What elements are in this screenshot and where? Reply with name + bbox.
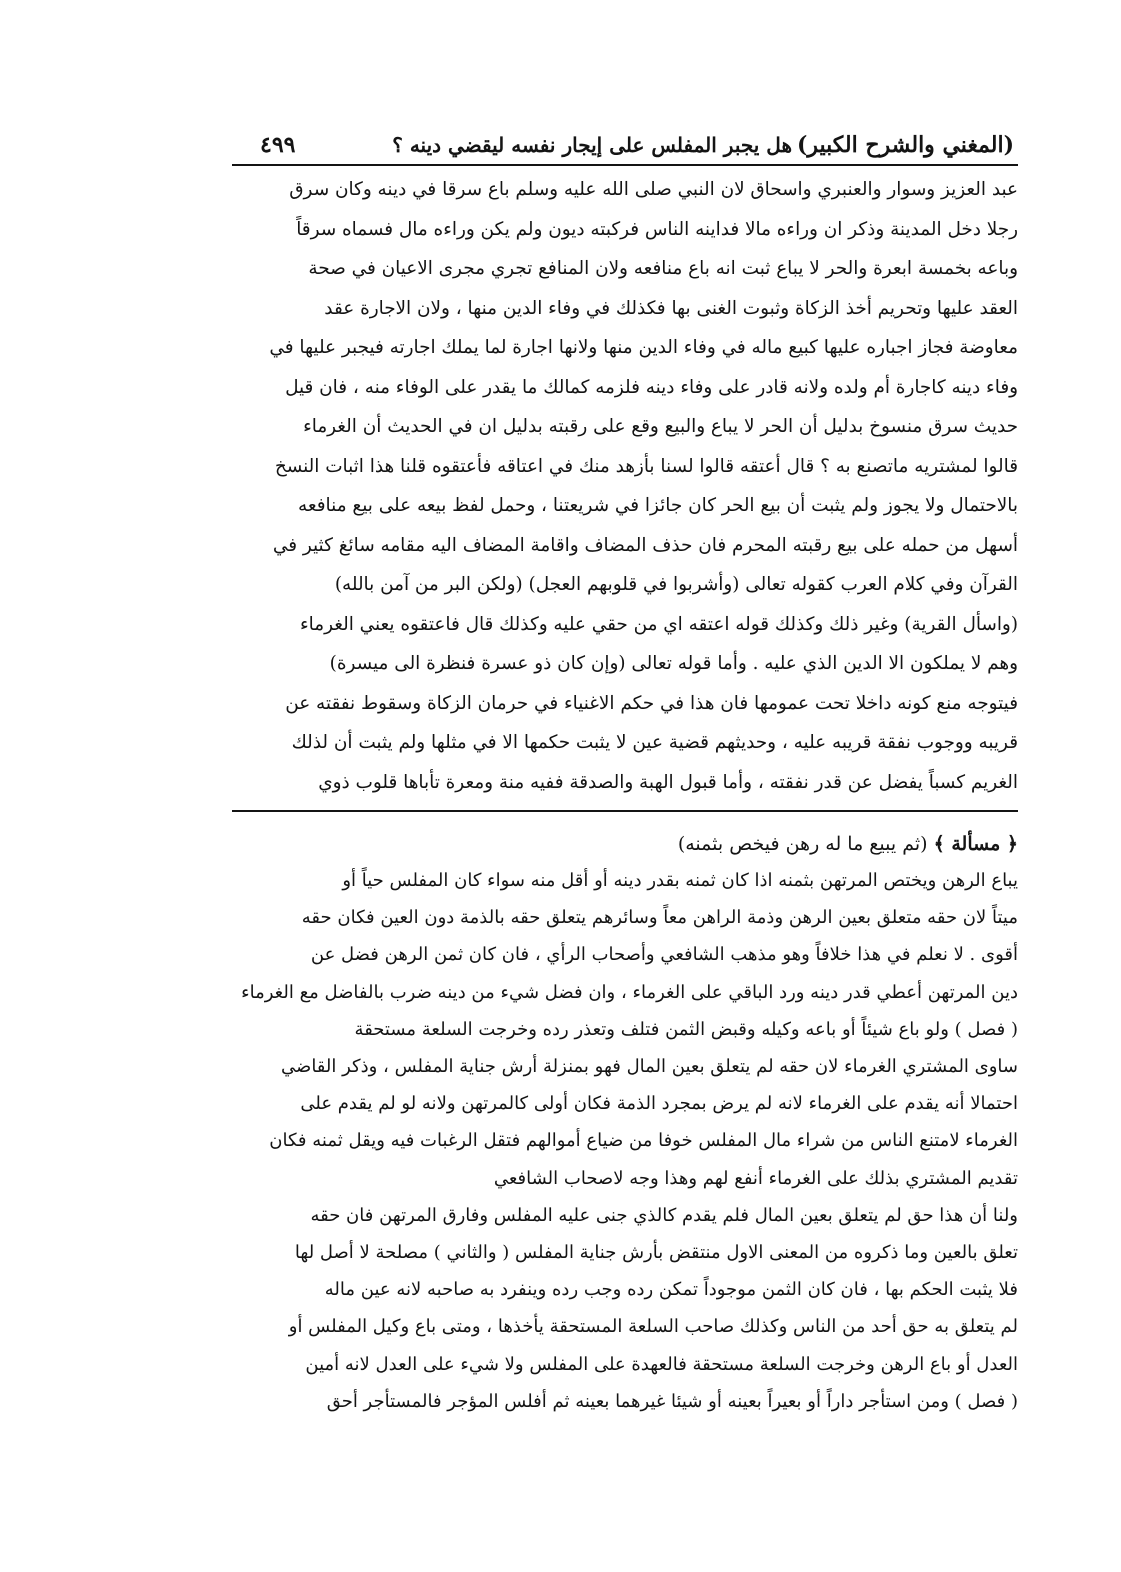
text-line: العقد عليها وتحريم أخذ الزكاة وثبوت الغنى بها فكذلك في وفاء الدين منها ، ولان الاجارة عقد <box>324 297 1018 319</box>
text-line: تعلق بالعين وما ذكروه من المعنى الاول منتقض بأرش جناية المفلس ( والثاني ) مصلحة لا أصل لها <box>294 1242 1018 1264</box>
text-line: دين المرتهن أعطي قدر دينه ورد الباقي على الغرماء ، وان فضل شيء من دينه ضرب بالفاضل مع الغرماء <box>241 981 1018 1003</box>
section-divider <box>232 810 1018 812</box>
text-line: ( فصل ) ولو باع شيئاً أو باعه وكيله وقبض الثمن فتلف وتعذر رده وخرجت السلعة مستحقة <box>354 1018 1018 1040</box>
text-line: وفاء دينه كاجارة أم ولده ولانه قادر على وفاء دينه فلزمه كمالك ما يقدر على الوفاء منه ، فان قيل <box>285 376 1018 398</box>
text-line: القرآن وفي كلام العرب كقوله تعالى (وأشربوا في قلوبهم العجل) (ولكن البر من آمن بالله) <box>334 574 1018 595</box>
book-title: (المغني والشرح الكبير) <box>796 132 1014 158</box>
section-topic: هل يجبر المفلس على إيجار نفسه ليقضي دينه ؟ <box>392 133 792 157</box>
text-line: أسهل من حمله على بيع رقبته المحرم فان حذف المضاف واقامة المضاف اليه مقامه سائغ كثير في <box>272 534 1018 556</box>
masala-heading <box>232 826 1018 862</box>
text-line: لم يتعلق به حق أحد من الناس وكذلك صاحب السلعة المستحقة يأخذها ، ومتى باع وكيل المفلس أو <box>288 1316 1018 1338</box>
text-line: العدل أو باع الرهن وخرجت السلعة مستحقة فالعهدة على المفلس ولا شيء على العدل لانه أمين <box>305 1353 1018 1375</box>
text-line: أقوى . لا نعلم في هذا خلافاً وهو مذهب الشافعي وأصحاب الرأي ، فان كان ثمن الرهن فضل عن <box>310 944 1018 966</box>
text-line: معاوضة فجاز اجباره عليها كبيع ماله في وفاء الدين منها ولانها اجارة لما يملك اجارته فيجبر عليها في <box>269 337 1018 358</box>
page-number: ٤٩٩ <box>260 132 296 158</box>
text-line: ( فصل ) ومن استأجر داراً أو بعيراً بعينه أو شيئا غيرهما بعينه ثم أفلس المؤجر فالمستأجر أحق <box>326 1390 1018 1412</box>
text-line: تقديم المشتري بذلك على الغرماء أنفع لهم وهذا وجه لاصحاب الشافعي <box>493 1167 1018 1189</box>
text-line: (واسأل القرية) وغير ذلك وكذلك قوله اعتقه اي من حقي عليه وكذلك قال فاعتقوه يعني الغرماء <box>299 613 1018 635</box>
text-line: قالوا لمشتريه ماتصنع به ؟ قال أعتقه قالوا لسنا بأزهد منك في اعتاقه فأعتقوه قلنا هذا اثبات النسخ <box>274 455 1018 477</box>
text-line: احتمالا أنه يقدم على الغرماء لانه لم يرض بمجرد الذمة فكان أولى كالمرتهن ولانه لو لم يقدم على <box>300 1093 1018 1115</box>
text-line: بالاحتمال ولا يجوز ولم يثبت أن بيع الحر كان جائزا في شريعتنا ، وحمل لفظ بيعه على بيع منافعه <box>298 495 1018 516</box>
text-line: يباع الرهن ويختص المرتهن بثمنه اذا كان ثمنه بقدر دينه أو أقل منه سواء كان المفلس حياً أو <box>342 870 1018 891</box>
text-line: رجلا دخل المدينة وذكر ان وراءه مالا فداينه الناس فركبته ديون ولم يكن وراءه مال فسماه سرقاً <box>296 218 1018 240</box>
commentary-text <box>232 170 1018 802</box>
text-line: فلا يثبت الحكم بها ، فان كان الثمن موجوداً تمكن رده وجب رده وينفرد به صاحبه لانه عين ماله <box>324 1279 1018 1301</box>
text-line: الغرماء لامتنع الناس من شراء مال المفلس خوفا من ضياع أموالهم فتقل الرغبات فيه ويقل ثمنه فكان <box>269 1130 1018 1152</box>
text-line: عبد العزيز وسوار والعنبري واسحاق لان النبي صلى الله عليه وسلم باع سرقا في دينه وكان سرق <box>289 179 1018 200</box>
text-line: وباعه بخمسة ابعرة والحر لا يباع ثبت انه باع منافعه ولان المنافع تجري مجرى الاعيان في صحة <box>308 258 1018 279</box>
book-page <box>232 128 1018 1478</box>
masala-label: ﴿ مسألة ﴾ <box>933 833 1018 855</box>
text-line: ساوى المشتري الغرماء لان حقه لم يتعلق بعين المال فهو بمنزلة أرش جناية المفلس ، وذكر القاضي <box>281 1056 1018 1078</box>
text-line: ميتاً لان حقه متعلق بعين الرهن وذمة الراهن معاً وسائرهم يتعلق حقه بالذمة دون العين فكان حقه <box>301 907 1018 929</box>
running-header <box>232 128 1018 166</box>
text-line: وهم لا يملكون الا الدين الذي عليه . وأما قوله تعالى (وإن كان ذو عسرة فنظرة الى ميسرة) <box>329 653 1018 674</box>
text-line: فيتوجه منع كونه داخلا تحت عمومها فان هذا في حكم الاغنياء في حرمان الزكاة وسقوط نفقته عن <box>285 692 1018 714</box>
text-line: الغريم كسباً يفضل عن قدر نفقته ، وأما قبول الهبة والصدقة ففيه منة ومعرة تأباها قلوب ذوي <box>318 771 1018 793</box>
main-text <box>232 862 1018 1420</box>
masala-text: (ثم يبيع ما له رهن فيخص بثمنه) <box>677 833 928 855</box>
text-line: قريبه ووجوب نفقة قريبه عليه ، وحديثهم قضية عين لا يثبت حكمها الا في مثلها ولم يثبت أن لذلك <box>291 732 1018 753</box>
text-line: ولنا أن هذا حق لم يتعلق بعين المال فلم يقدم كالذي جنى عليه المفلس وفارق المرتهن فان حقه <box>310 1204 1018 1226</box>
text-line: حديث سرق منسوخ بدليل أن الحر لا يباع والبيع وقع على رقبته بدليل ان في الحديث أن الغرماء <box>303 416 1018 437</box>
